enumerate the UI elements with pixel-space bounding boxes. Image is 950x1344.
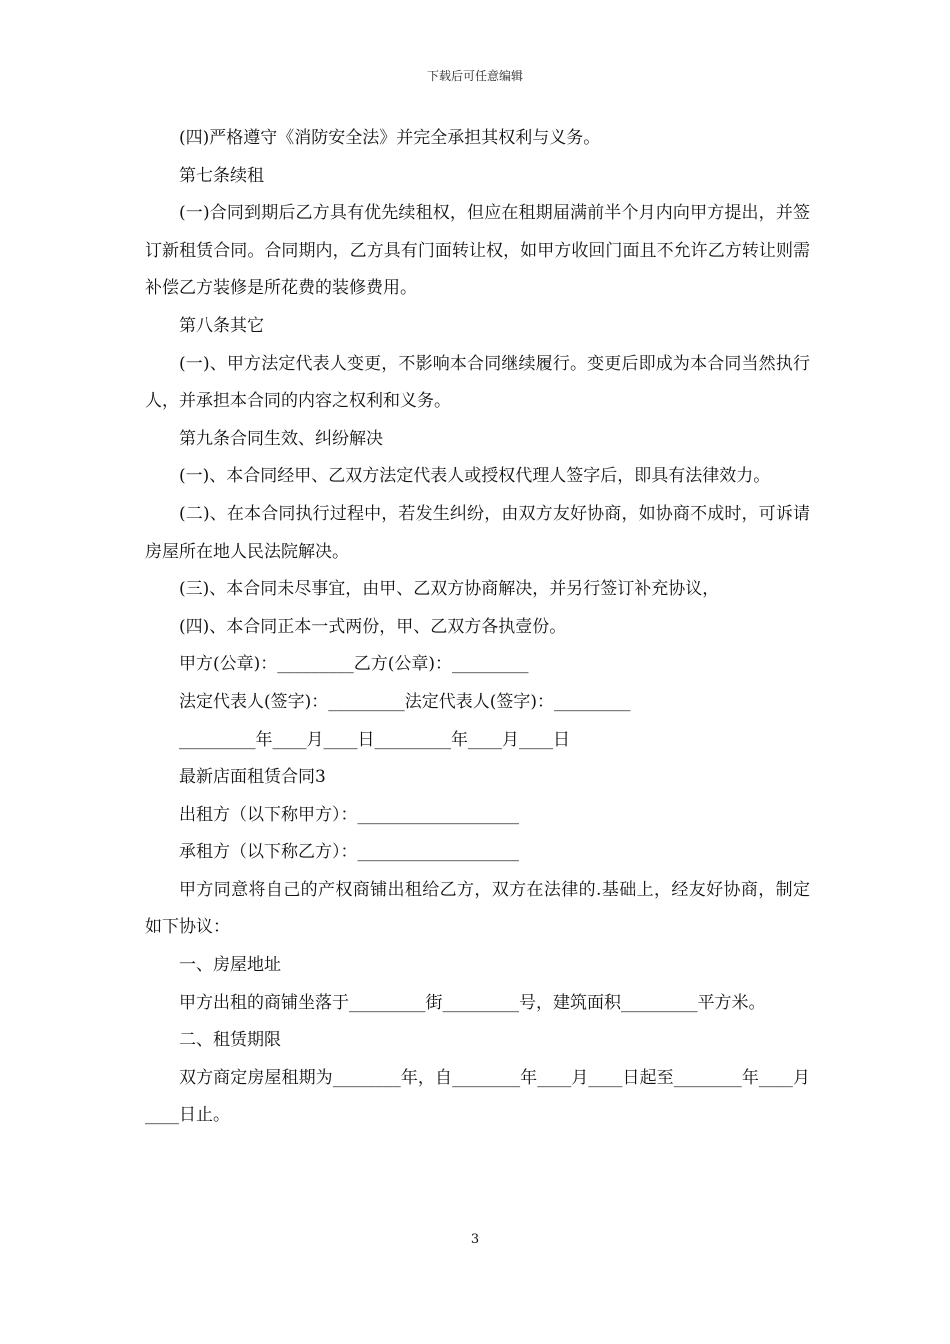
paragraph: (一)、甲方法定代表人变更，不影响本合同继续履行。变更后即成为本合同当然执行人，并承担本合同的内容之权利和义务。 — [145, 353, 810, 412]
date-line: _________年____月____日_________年____月____日 — [179, 729, 570, 750]
paragraph: (一)合同到期后乙方具有优先续租权，但应在租期届满前半个月内向甲方提出，并签订新租赁合同。合同期内，乙方具有门面转让权，如甲方收回门面且不允许乙方转让则需补偿乙方装修是所花费的装修费用。 — [145, 203, 810, 299]
contract-title: 最新店面租赁合同3 — [179, 767, 326, 788]
paragraph: (四)、本合同正本一式两份，甲、乙双方各执壹份。 — [179, 616, 567, 637]
page-header: 下载后可任意编辑 — [426, 69, 523, 83]
paragraph: (四)严格遵守《消防安全法》并完全承担其权利与义务。 — [179, 128, 601, 148]
section-heading: 第七条续租 — [179, 165, 264, 186]
lessee-line: 承租方（以下称乙方）：___________________ — [179, 842, 519, 863]
section-heading: 一、房屋地址 — [179, 955, 281, 976]
signature-line: 甲方(公章)：_________乙方(公章)：_________ — [179, 654, 529, 675]
paragraph: 甲方出租的商铺坐落于_________街_________号，建筑面积_________平方米。 — [179, 992, 766, 1013]
lessor-line: 出租方（以下称甲方）：___________________ — [179, 804, 519, 825]
paragraph: (二)、在本合同执行过程中，若发生纠纷，由双方友好协商，如协商不成时，可诉请房屋所在地人民法院解决。 — [145, 503, 810, 562]
section-heading: 第八条其它 — [179, 315, 264, 336]
paragraph: (三)、本合同未尽事宜，由甲、乙双方协商解决，并另行签订补充协议， — [179, 579, 720, 600]
document-body — [145, 120, 810, 1135]
signature-line: 法定代表人(签字)：_________法定代表人(签字)：_________ — [179, 691, 631, 712]
paragraph: 双方商定房屋租期为________年，自________年____月____日起至________年____月____日止。 — [145, 1067, 810, 1126]
paragraph: (一)、本合同经甲、乙双方法定代表人或授权代理人签字后，即具有法律效力。 — [179, 466, 771, 487]
page-number: 3 — [470, 1232, 480, 1247]
section-heading: 第九条合同生效、纠纷解决 — [179, 428, 383, 449]
paragraph: 甲方同意将自己的产权商铺出租给乙方，双方在法律的.基础上，经友好协商，制定如下协议： — [145, 879, 810, 938]
section-heading: 二、租赁期限 — [179, 1030, 281, 1051]
